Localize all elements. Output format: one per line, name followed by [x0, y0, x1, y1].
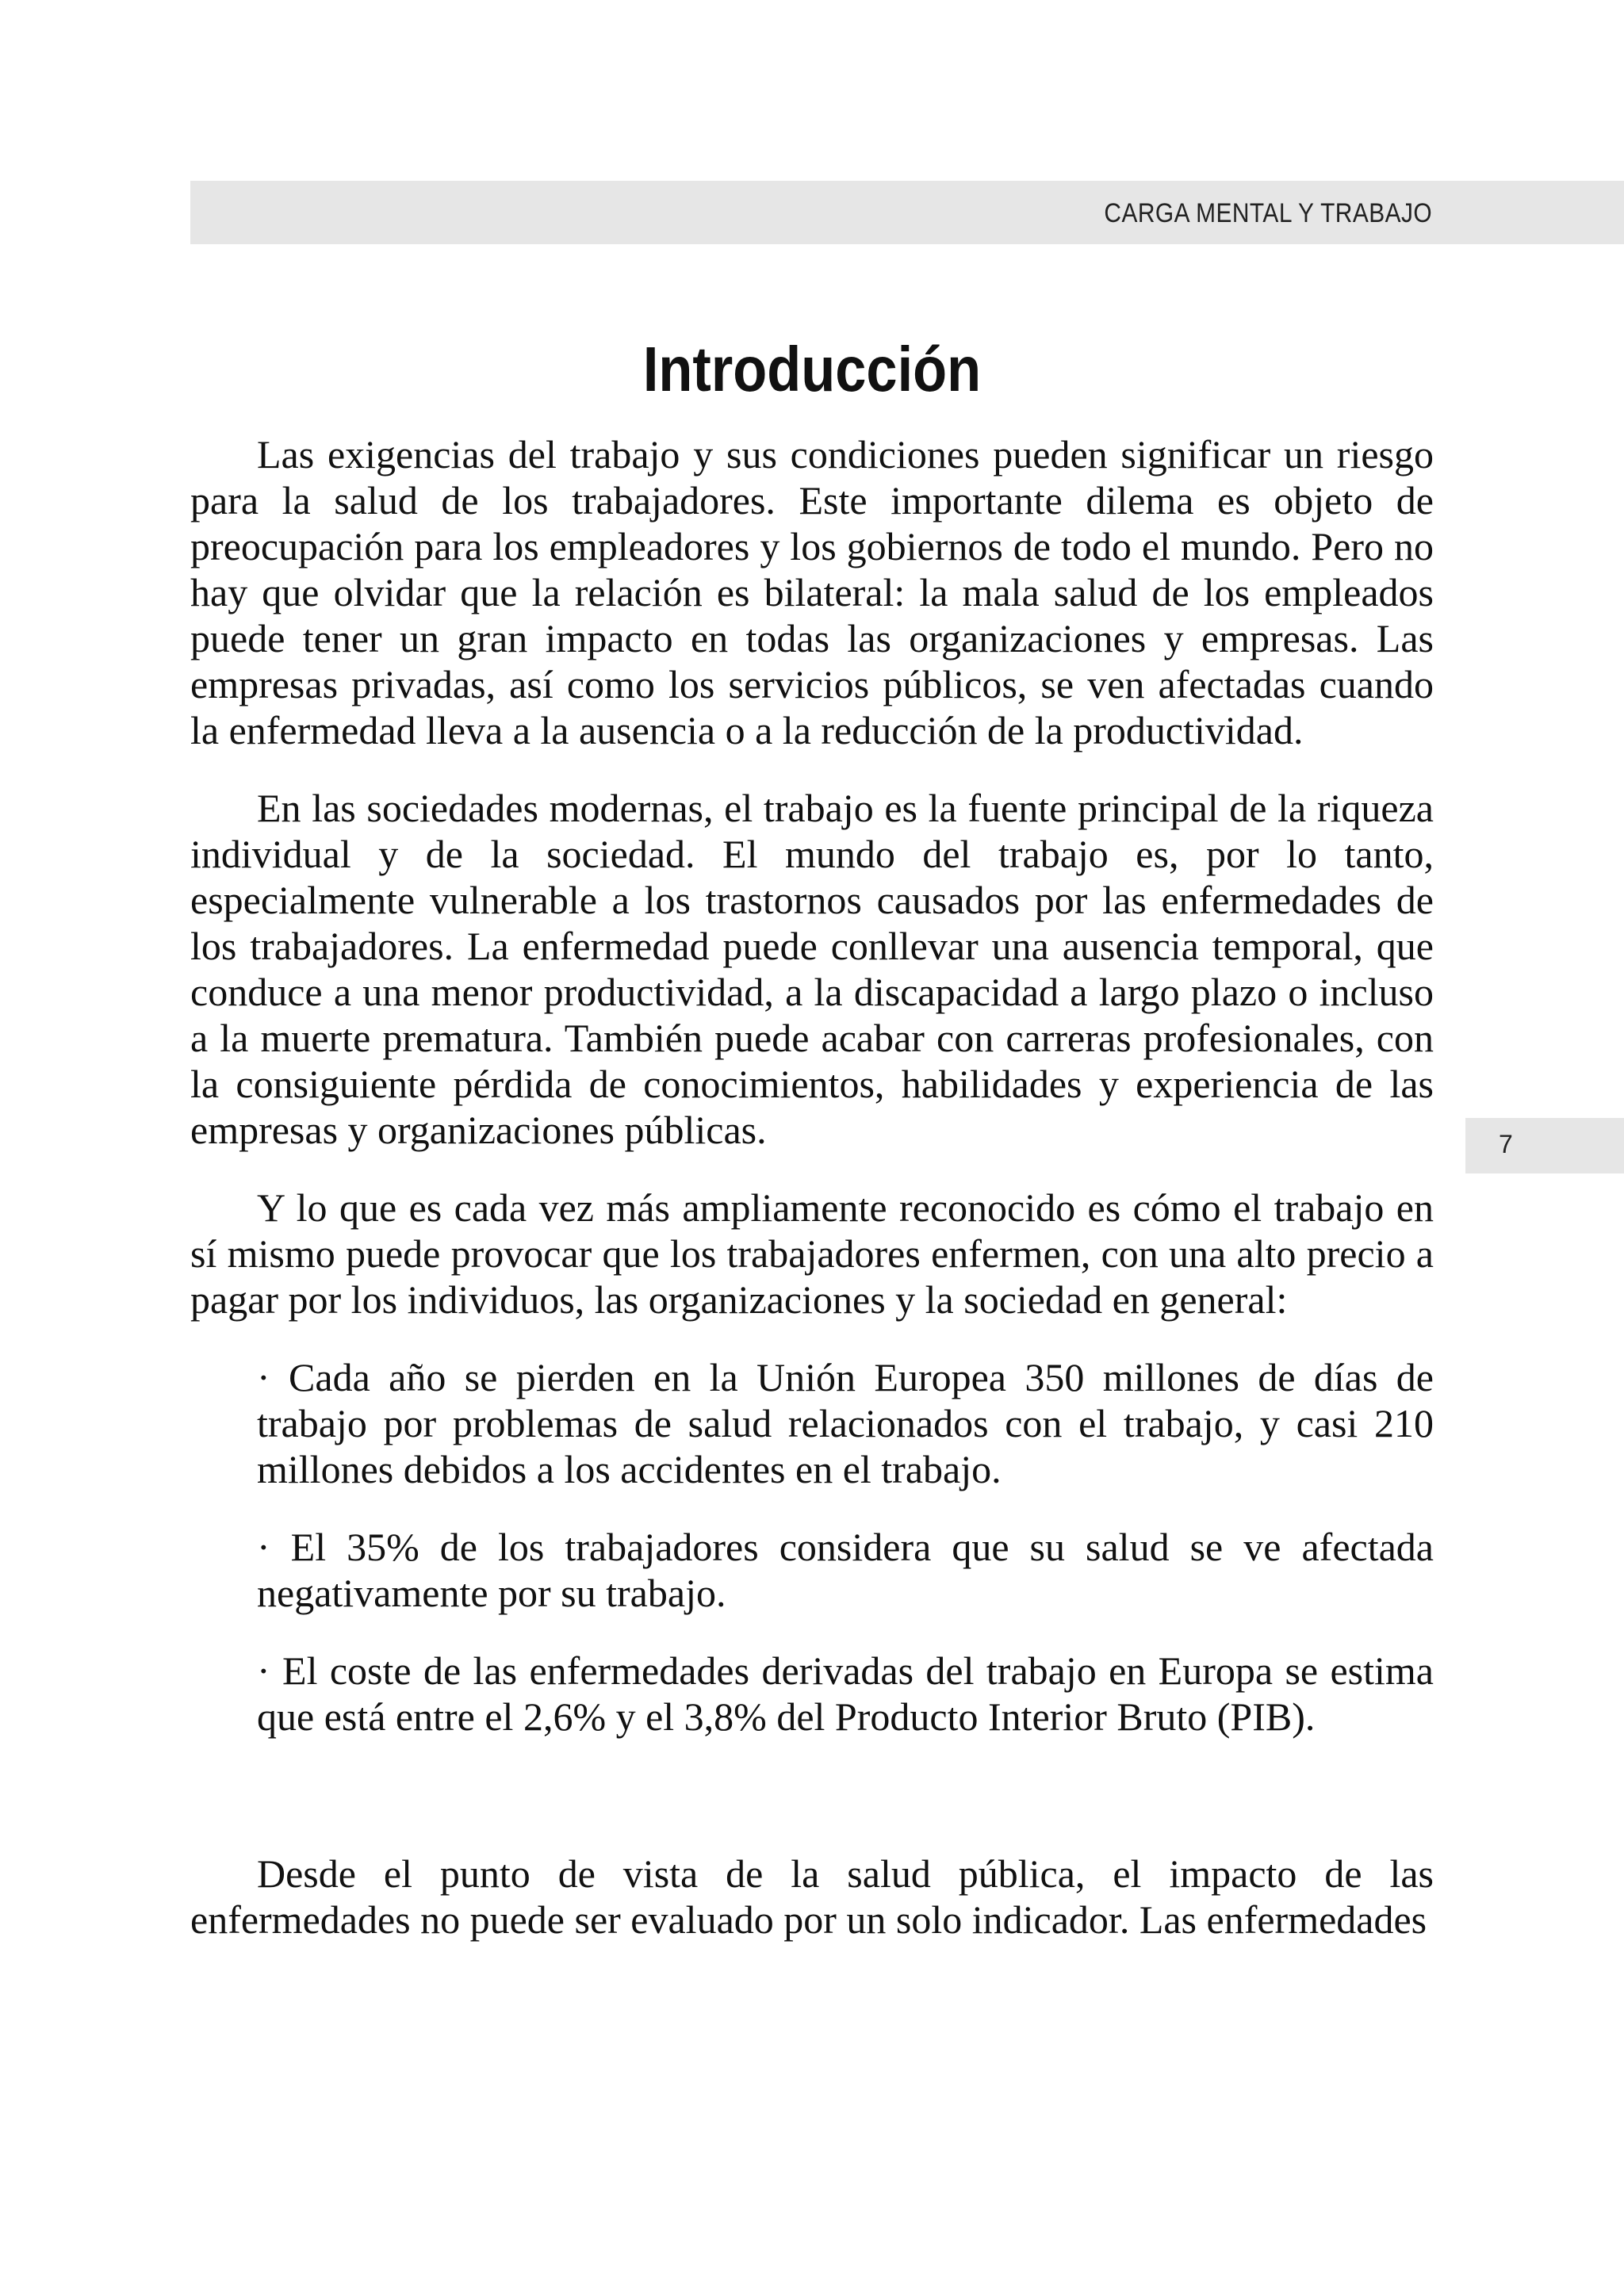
bullet-list: [190, 1354, 1434, 1740]
page-title: Introducción: [642, 334, 982, 404]
page-number-tab: [1465, 1118, 1624, 1173]
paragraph: Las exigencias del trabajo y sus condiciones pueden significar un riesgo para la salud de los trabajadores. Este importante dilema es objeto de preocupación para los empleadores y los gobiernos de todo el mundo. Pero no hay que olvidar que la relación es bilateral: la mala salud de los empleados puede tener un gran impacto en todas las organizaciones y empresas. Las empresas privadas, así como los servicios públicos, se ven afectadas cuando la enfermedad lleva a la ausencia o a la reducción de la productividad.: [190, 432, 1434, 752]
paragraph: En las sociedades modernas, el trabajo es la fuente principal de la riqueza individual y de la sociedad. El mundo del trabajo es, por lo tanto, especialmente vulnerable a los trastornos causados por las enfermedades de los trabajadores. La enfermedad puede conllevar una ausencia temporal, que conduce a una menor productividad, a la discapacidad a largo plazo o incluso a la muerte prematura. También puede acabar con carreras profesionales, con la consiguiente pérdida de conocimientos, habilidades y experiencia de las empresas y organizaciones públicas.: [190, 786, 1434, 1152]
main-content: [190, 333, 1434, 1974]
paragraph: Desde el punto de vista de la salud pública, el impacto de las enfermedades no puede ser evaluado por un solo indicador. Las enfermedades: [190, 1851, 1434, 1942]
bullet-item: · El 35% de los trabajadores considera que su salud se ve afectada negativamente por su trabajo.: [257, 1525, 1434, 1615]
running-header-title: CARGA MENTAL Y TRABAJO: [1104, 198, 1432, 228]
page-number: 7: [1499, 1130, 1513, 1158]
bullet-item: · Cada año se pierden en la Unión Europea 350 millones de días de trabajo por problemas de salud relacionados con el trabajo, y casi 210 millones debidos a los accidentes en el trabajo.: [257, 1355, 1434, 1491]
bullet-item: · El coste de las enfermedades derivadas del trabajo en Europa se estima que está entre el 2,6% y el 3,8% del Producto Interior Bruto (PIB).: [257, 1648, 1434, 1739]
running-header: [190, 181, 1624, 244]
paragraph: Y lo que es cada vez más ampliamente reconocido es cómo el trabajo en sí mismo puede provocar que los trabajadores enfermen, con una alto precio a pagar por los individuos, las organizaciones y la sociedad en general:: [190, 1185, 1434, 1322]
